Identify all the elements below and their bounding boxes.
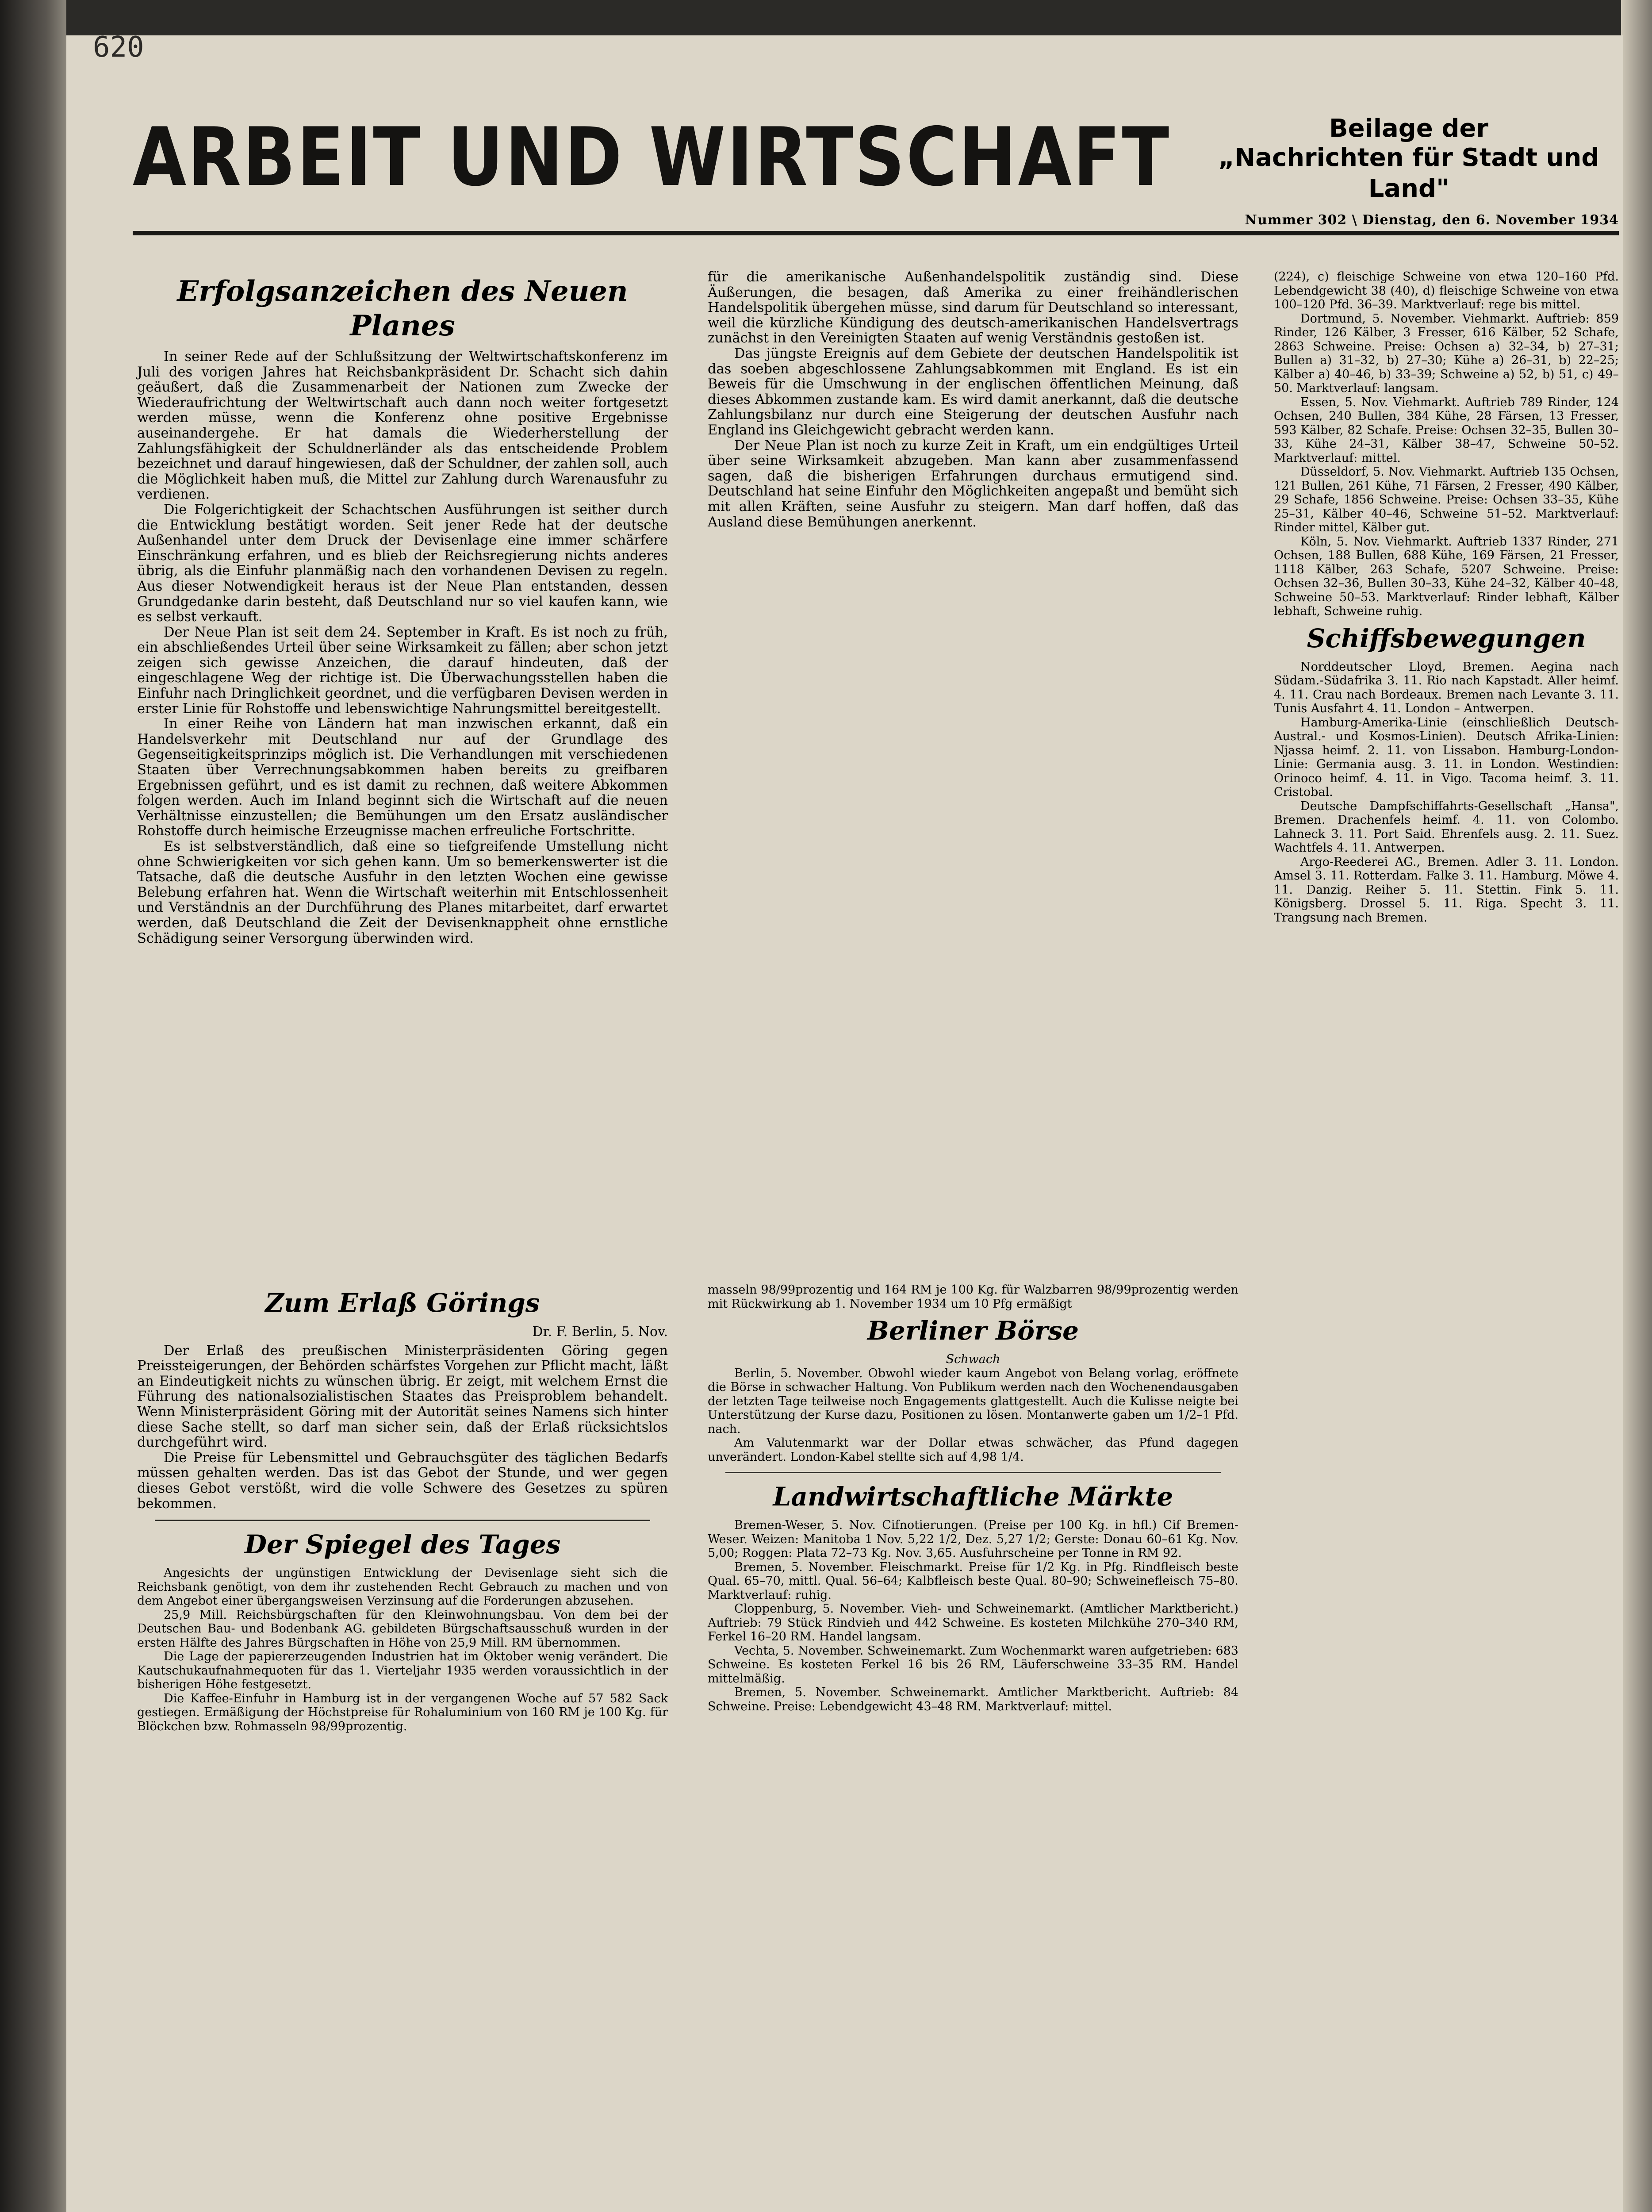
paragraph: Die Preise für Lebensmittel und Gebrauchsgüter des täglichen Bedarfs müssen gehalten werden. Das ist das Gebot der Stunde, und wer gegen dieses Gebot verstößt, wird die volle Schwere des Gesetzes zu spüren bekommen. <box>137 1450 668 1512</box>
paragraph: Angesichts der ungünstigen Entwicklung der Devisenlage sieht sich die Reichsbank genötigt, von dem ihr zustehenden Recht Gebrauch zu machen und von dem Angebot einer übergangsweisen Verzinsung auf die Forderungen abzusehen. <box>137 1566 668 1608</box>
goering-and-spiegel <box>137 1283 668 1733</box>
book-spine <box>0 0 66 2212</box>
paragraph: Der Neue Plan ist seit dem 24. September in Kraft. Es ist noch zu früh, ein abschließendes Urteil über seine Wirksamkeit zu fällen; aber schon jetzt zeigen sich gewisse Anzeichen, die darauf hindeuten, daß der eingeschlagene Weg der richtige ist. Die Überwachungsstellen haben die Einfuhr nach Dringlichkeit geordnet, und die verfügbaren Devisen werden in erster Linie für Rohstoffe und lebenswichtige Nahrungsmittel bereitgestellt. <box>137 624 668 717</box>
paragraph: Die Kaffee-Einfuhr in Hamburg ist in der vergangenen Woche auf 57 582 Sack gestiegen. Ermäßigung der Höchstpreise für Rohaluminium von 160 RM je 100 Kg. für Blöckchen bzw. Rohmasseln 98/99prozentig. <box>137 1691 668 1733</box>
main-article-headline: Erfolgsanzeichen des Neuen Planes <box>177 275 628 342</box>
supplement-label <box>1199 115 1619 204</box>
paragraph: Die Lage der papiererzeugenden Industrien hat im Oktober wenig verändert. Die Kautschukaufnahmequoten für das 1. Vierteljahr 1935 werden voraussichtlich in der bisherigen Höhe festgesetzt. <box>137 1650 668 1692</box>
goering-headline: Zum Erlaß Görings <box>265 1288 540 1318</box>
paragraph: Bremen-Weser, 5. Nov. Cifnotierungen. (Preise per 100 Kg. in hfl.) Cif Bremen-Weser. Weizen: Manitoba 1 Nov. 5,22 1/2, Dez. 5,27 1/2; Gerste: Donau 60–61 Kg. Nov. 5,00; Roggen: Plata 72–73 Kg. Nov. 3,65. Ausfuhrscheine per Tonne in RM 92. <box>708 1518 1238 1560</box>
shipping-entry: Argo-Reederei AG., Bremen. Adler 3. 11. London. Amsel 3. 11. Rotterdam. Falke 3. 11. Hamburg. Möwe 4. 11. Danzig. Reiher 5. 11. Stettin. Fink 5. 11. Königsberg. Drossel 5. 11. Riga. Specht 3. 11. Trangsung nach Bremen. <box>1274 855 1619 925</box>
paragraph: Der Erlaß des preußischen Ministerpräsidenten Göring gegen Preissteigerungen, der Behörden schärfstes Vorgehen zur Pflicht macht, läßt an Eindeutigkeit nichts zu wünschen übrig. Er zeigt, mit welchem Ernst die Führung des nationalsozialistischen Staates das Preisproblem behandelt. Wenn Ministerpräsident Göring mit der Autorität seines Namens sich hinter diese Sache stellt, so darf man sicher sein, daß der Erlaß rücksichtslos durchgeführt wird. <box>137 1343 668 1451</box>
paragraph: In einer Reihe von Ländern hat man inzwischen erkannt, daß ein Handelsverkehr mit Deutschland nur auf der Grundlage des Gegenseitigkeitsprinzips möglich ist. Die Verhandlungen mit verschiedenen Staaten über Verrechnungsabkommen haben bereits zu greifbaren Ergebnissen geführt, und es ist damit zu rechnen, daß weitere Abkommen folgen werden. Auch im Inland beginnt sich die Wirtschaft auf die neuen Verhältnisse einzustellen; die Bemühungen um den Ersatz ausländischer Rohstoffe durch heimische Erzeugnisse machen erfreuliche Fortschritte. <box>137 716 668 839</box>
page-edge <box>1621 0 1652 2212</box>
market-report: Düsseldorf, 5. Nov. Viehmarkt. Auftrieb 135 Ochsen, 121 Bullen, 261 Kühe, 71 Färsen, 2 Fresser, 490 Kälber, 29 Schafe, 1856 Schweine. Preise: Ochsen 33–35, Kühe 25–31, Kälber 40–46, Schweine 51–52. Marktverlauf: Rinder mittel, Kälber gut. <box>1274 465 1619 534</box>
masthead-title: ARBEIT UND WIRTSCHAFT <box>133 110 1171 204</box>
shipping-headline: Schiffsbewegungen <box>1307 623 1586 653</box>
paragraph: 25,9 Mill. Reichsbürgschaften für den Kleinwohnungsbau. Von dem bei der Deutschen Bau- und Bodenbank AG. gebildeten Bürgschaftsausschuß wurden in der ersten Hälfte des Jahres Bürgschaften in Höhe von 25,9 Mill. RM übernommen. <box>137 1608 668 1650</box>
boerse-headline: Berliner Börse <box>867 1316 1079 1346</box>
shipping-entry: Norddeutscher Lloyd, Bremen. Aegina nach Südam.-Südafrika 3. 11. Rio nach Kapstadt. Aller heimf. 4. 11. Crau nach Bordeaux. Bremen nach Levante 3. 11. Tunis Ausfahrt 4. 11. London – Antwerpen. <box>1274 660 1619 715</box>
market-column <box>1274 270 1619 925</box>
supplement-line2: „Nachrichten für Stadt und Land" <box>1218 143 1599 203</box>
paragraph: für die amerikanische Außenhandelspolitik zuständig sind. Diese Äußerungen, die besagen, daß Amerika zu einer freihändlerischen Handelspolitik übergehen müsse, sind darum für Deutschland so interessant, weil die kürzliche Kündigung des deutsch-amerikanischen Handelsvertrags zunächst in den Vereinigten Staaten auf wenig Verständnis gestoßen ist. <box>708 269 1238 346</box>
paragraph: Es ist selbstverständlich, daß eine so tiefgreifende Umstellung nicht ohne Schwierigkeiten vor sich gehen kann. Um so bemerkenswerter ist die Tatsache, daß die deutsche Ausfuhr in den letzten Wochen eine gewisse Belebung erfahren hat. Wenn die Wirtschaft weiterhin mit Entschlossenheit und Verständnis an der Durchführung des Planes mitarbeitet, darf erwartet werden, daß Deutschland die Zeit der Devisenknappheit ohne ernstliche Schädigung seiner Versorgung überwinden wird. <box>137 839 668 946</box>
paragraph: Der Neue Plan ist noch zu kurze Zeit in Kraft, um ein endgültiges Urteil über seine Wirksamkeit abzugeben. Man kann aber zusammenfassend sagen, daß die bisherigen Erfahrungen durchaus ermutigend sind. Deutschland hat seine Einfuhr den Möglichkeiten angepaßt und bemüht sich mit allen Kräften, seine Ausfuhr zu steigern. Man darf hoffen, daß das Ausland diese Bemühungen anerkennt. <box>708 438 1238 530</box>
main-article <box>137 270 668 946</box>
paragraph: Vechta, 5. November. Schweinemarkt. Zum Wochenmarkt waren aufgetrieben: 683 Schweine. Es kosteten Ferkel 16 bis 26 RM, Läuferschweine 33–35 RM. Handel mittelmäßig. <box>708 1644 1238 1686</box>
paragraph: Berlin, 5. November. Obwohl wieder kaum Angebot von Belang vorlag, eröffnete die Börse in schwacher Haltung. Von Publikum werden nach den Wochenendausgaben der letzten Tage teilweise noch Engagements glattgestellt. Auch die Kulisse neigte bei Unterstützung der Kurse dazu, Positionen zu lösen. Montanwerte gaben um 1/2–1 Pfd. nach. <box>708 1366 1238 1436</box>
paragraph: Das jüngste Ereignis auf dem Gebiete der deutschen Handelspolitik ist das soeben abgeschlossene Zahlungsabkommen mit England. Es ist ein Beweis für die Umschwung in der englischen öffentlichen Meinung, daß dieses Abkommen zustande kam. Es wird damit anerkannt, daß die deutsche Zahlungsbilanz nur durch eine Steigerung der deutschen Ausfuhr nach England ins Gleichgewicht gebracht werden kann. <box>708 346 1238 438</box>
masthead-rule <box>133 231 1619 235</box>
paragraph: Bremen, 5. November. Fleischmarkt. Preise für 1/2 Kg. in Pfg. Rindfleisch beste Qual. 65–70, mittl. Qual. 56–64; Kalbfleisch beste Qual. 80–90; Schweinefleisch 75–80. Marktverlauf: ruhig. <box>708 1560 1238 1602</box>
paragraph: Die Folgerichtigkeit der Schachtschen Ausführungen ist seither durch die Entwicklung bestätigt worden. Seit jener Rede hat der deutsche Außenhandel unter dem Druck der Devisenlage eine immer schärfere Einschränkung erfahren, und es blieb der Reichsregierung nichts anderes übrig, als die Einfuhr planmäßig nach den vorhandenen Devisen zu regeln. Aus dieser Notwendigkeit heraus ist der Neue Plan entstanden, dessen Grundgedanke darin besteht, daß Deutschland nur so viel kaufen kann, wie es selbst verkauft. <box>137 502 668 625</box>
market-intro: (224), c) fleischige Schweine von etwa 120–160 Pfd. Lebendgewicht 38 (40), d) fleischige Schweine von etwa 100–120 Pfd. 36–39. Marktverlauf: rege bis mittel. <box>1274 270 1619 311</box>
landwirtschaft-headline: Landwirtschaftliche Märkte <box>773 1482 1173 1512</box>
masthead <box>133 110 1619 228</box>
boerse-subtitle: Schwach <box>946 1352 1000 1366</box>
shipping-entry: Deutsche Dampfschiffahrts-Gesellschaft „Hansa", Bremen. Drachenfels heimf. 4. 11. von Colombo. Lahneck 3. 11. Port Said. Ehrenfels ausg. 2. 11. Suez. Wachtfels 4. 11. Antwerpen. <box>1274 799 1619 855</box>
section-divider <box>725 1472 1221 1473</box>
issue-line: Nummer 302 \ Dienstag, den 6. November 1934 <box>1245 212 1619 228</box>
page-number: 620 <box>93 31 144 64</box>
supplement-line1: Beilage der <box>1329 114 1489 143</box>
market-report: Köln, 5. Nov. Viehmarkt. Auftrieb 1337 Rinder, 271 Ochsen, 188 Bullen, 688 Kühe, 169 Färsen, 21 Fresser, 1118 Kälber, 263 Schafe, 5207 Schweine. Preise: Ochsen 32–36, Bullen 30–33, Kühe 24–32, Kälber 40–48, Schweine 50–53. Marktverlauf: Rinder lebhaft, Kälber lebhaft, Schweine ruhig. <box>1274 534 1619 618</box>
shipping-entry: Hamburg-Amerika-Linie (einschließlich Deutsch-Austral.- und Kosmos-Linien). Deutsch Afrika-Linien: Njassa heimf. 2. 11. von Lissabon. Hamburg-London-Linie: Germania ausg. 3. 11. in London. Westindien: Orinoco heimf. 4. 11. in Vigo. Tacoma heimf. 3. 11. Cristobal. <box>1274 715 1619 799</box>
goering-byline: Dr. F. Berlin, 5. Nov. <box>532 1324 668 1340</box>
main-article-continued <box>708 270 1238 530</box>
paragraph: Bremen, 5. November. Schweinemarkt. Amtlicher Marktbericht. Auftrieb: 84 Schweine. Preise: Lebendgewicht 43–48 RM. Marktverlauf: mittel. <box>708 1686 1238 1713</box>
section-divider <box>155 1520 650 1521</box>
paragraph: Am Valutenmarkt war der Dollar etwas schwächer, das Pfund dagegen unverändert. London-Kabel stellte sich auf 4,98 1/4. <box>708 1436 1238 1464</box>
market-report: Dortmund, 5. November. Viehmarkt. Auftrieb: 859 Rinder, 126 Kälber, 3 Fresser, 616 Kälber, 52 Schafe, 2863 Schweine. Preise: Ochsen a) 32–34, b) 27–31; Bullen a) 31–32, b) 27–30; Kühe a) 26–31, b) 22–25; Kälber a) 40–46, b) 33–39; Schweine a) 52, b) 51, c) 49–50. Marktverlauf: langsam. <box>1274 311 1619 395</box>
market-report: Essen, 5. Nov. Viehmarkt. Auftrieb 789 Rinder, 124 Ochsen, 240 Bullen, 384 Kühe, 28 Färsen, 13 Fresser, 593 Kälber, 82 Schafe. Preise: Ochsen 32–35, Bullen 30–33, Kühe 24–31, Kälber 38–47, Schweine 50–52. Marktverlauf: mittel. <box>1274 395 1619 465</box>
paragraph: Cloppenburg, 5. November. Vieh- und Schweinemarkt. (Amtlicher Marktbericht.) Auftrieb: 79 Stück Rindvieh und 442 Schweine. Es kosteten Milchkühe 270–340 RM, Ferkel 16–20 RM. Handel langsam. <box>708 1602 1238 1644</box>
boerse-preamble: masseln 98/99prozentig und 164 RM je 100 Kg. für Walzbarren 98/99prozentig werden mit Rückwirkung ab 1. November 1934 um 10 Pfg ermäßigt <box>708 1283 1238 1311</box>
boerse-and-landwirtschaft <box>708 1283 1238 1713</box>
paragraph: In seiner Rede auf der Schlußsitzung der Weltwirtschaftskonferenz im Juli des vorigen Jahres hat Reichsbankpräsident Dr. Schacht sich dahin geäußert, daß die Zusammenarbeit der Nationen zum Zwecke der Wiederaufrichtung der Weltwirtschaft auch dann noch weiter fortgesetzt werden müsse, wenn die Konferenz ohne positive Ergebnisse auseinandergehe. Er hat damals die Wiederherstellung der Zahlungsfähigkeit der Schuldnerländer als das entscheidende Problem bezeichnet und darauf hingewiesen, daß der Schuldner, der zahlen soll, auch die Möglichkeit haben muß, die Mittel zur Zahlung durch Warenausfuhr zu verdienen. <box>137 349 668 503</box>
spiegel-headline: Der Spiegel des Tages <box>244 1529 561 1560</box>
